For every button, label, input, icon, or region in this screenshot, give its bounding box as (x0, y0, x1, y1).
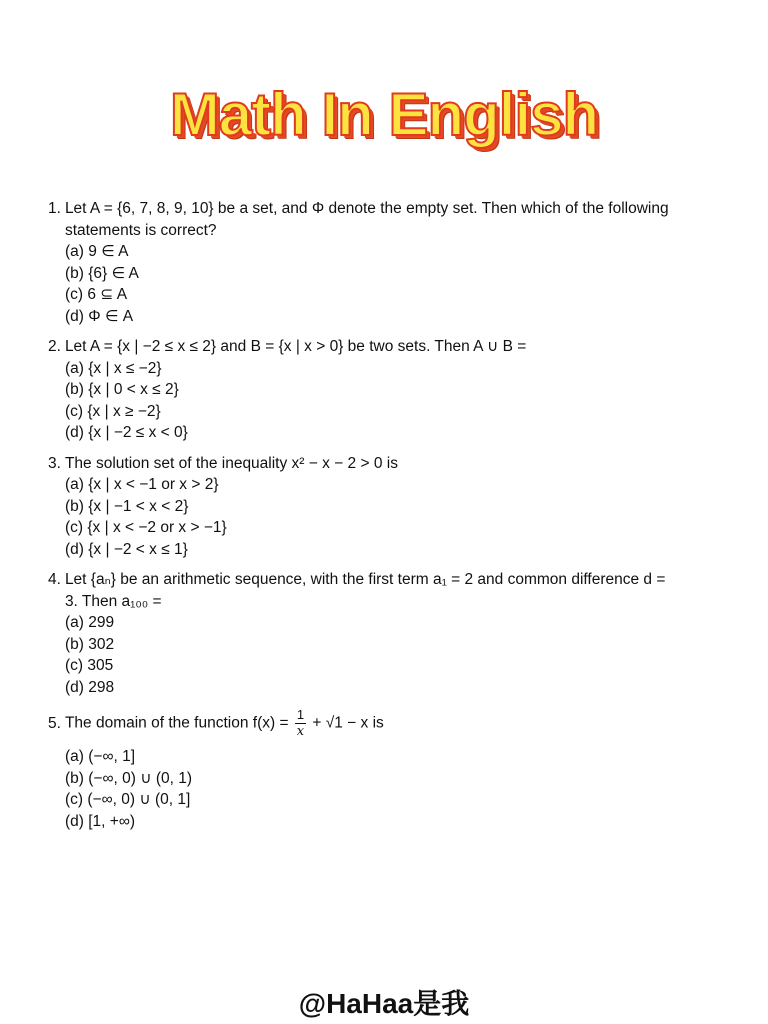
option-c: (c) 6 ⊆ A (65, 286, 128, 303)
option-b: (b) (−∞, 0) ∪ (0, 1) (65, 769, 193, 787)
question-list (48, 198, 728, 841)
question-3 (48, 453, 728, 561)
option-d: (d) Φ ∈ A (65, 307, 134, 325)
question-number: 1. (48, 200, 61, 217)
option-a: (a) (−∞, 1] (65, 748, 136, 765)
question-4 (48, 569, 728, 698)
option-b: (b) 302 (65, 635, 115, 653)
fraction-numerator: 1 (296, 707, 305, 722)
question-stem-prefix: The domain of the function f(x) = (64, 714, 289, 732)
option-list (48, 241, 728, 327)
option-list (48, 358, 728, 444)
option-d: (d) [1, +∞) (65, 812, 136, 830)
option-c: (c) 305 (65, 657, 114, 674)
option-c: (c) {x | x ≥ −2} (65, 402, 161, 420)
question-stem-line: 3. Then a₁₀₀ = (64, 592, 162, 610)
question-number: 3. (48, 454, 61, 472)
author-handle: @HaHaa是我 (298, 988, 470, 1019)
question-number: 4. (48, 571, 61, 588)
option-a: (a) 299 (65, 614, 115, 631)
question-stem-line: Let {aₙ} be an arithmetic sequence, with the first term a₁ = 2 and common difference d = (64, 571, 666, 588)
question-5 (48, 707, 728, 832)
option-d: (d) {x | −2 ≤ x < 0} (65, 424, 188, 441)
option-a: (a) {x | x ≤ −2} (65, 359, 162, 377)
question-1 (48, 198, 728, 327)
question-2 (48, 336, 728, 444)
question-stem-line: statements is correct? (64, 221, 217, 239)
question-stem: Let A = {x | −2 ≤ x ≤ 2} and B = {x | x > 0} be two sets. Then A ∪ B = (64, 338, 527, 355)
fraction (295, 707, 306, 740)
question-stem: The solution set of the inequality x² − x − 2 > 0 is (64, 454, 398, 472)
page-title: Math In English (169, 81, 599, 148)
option-b: (b) {6} ∈ A (65, 264, 139, 282)
option-d: (d) {x | −2 < x ≤ 1} (65, 540, 188, 558)
option-c: (c) {x | x < −2 or x > −1} (65, 519, 227, 536)
question-stem (65, 569, 728, 612)
option-b: (b) {x | 0 < x ≤ 2} (65, 381, 179, 398)
option-a: (a) {x | x < −1 or x > 2} (65, 476, 219, 493)
question-stem (65, 198, 728, 241)
option-list (48, 612, 728, 698)
option-d: (d) 298 (65, 678, 115, 696)
option-a: (a) 9 ∈ A (65, 243, 129, 260)
question-stem-suffix: + √1 − x is (312, 714, 384, 732)
option-c: (c) (−∞, 0) ∪ (0, 1] (65, 791, 191, 808)
option-b: (b) {x | −1 < x < 2} (65, 497, 189, 515)
fraction-denominator: x (296, 724, 305, 739)
option-list (48, 746, 728, 832)
question-stem-line: Let A = {6, 7, 8, 9, 10} be a set, and Φ denote the empty set. Then which of the following (64, 200, 669, 217)
question-number: 5. (48, 714, 61, 732)
question-stem (65, 707, 728, 740)
option-list (48, 474, 728, 560)
question-number: 2. (48, 338, 61, 355)
